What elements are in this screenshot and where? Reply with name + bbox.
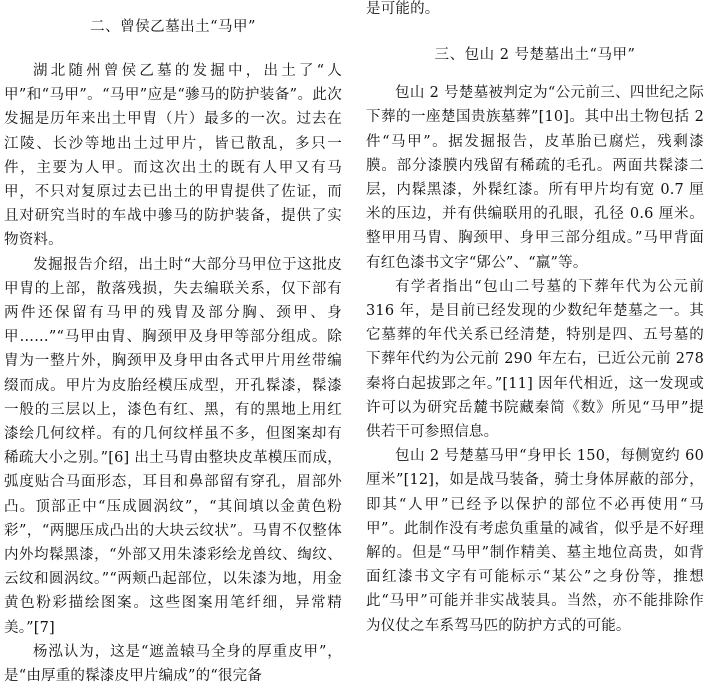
paragraph: 包山 2 号楚墓马甲“身甲长 150，每侧宽约 60 厘米”[12]，如是战马装备，骑士身体屏蔽的部分，即其“人甲”已经予以保护的部位不必再使用“马甲”。此制作没有考虑负重量的减省，似乎是不好理解的。但是“马甲”制作精美、墓主地位高贵，如背面红漆书文字有可能标示“某公”之身份等，推想此“马甲”可能并非实战装具。当然，亦不能排除作为仪仗之车系驾马匹的防护方式的可能。 [366,448,704,634]
paragraph-continuation: 是可能的。 [366,1,440,17]
section-heading-baoshan: 三、包山 2 号楚墓出土“马甲” [434,47,636,64]
paragraph: 包山 2 号楚墓被判定为“公元前三、四世纪之际下葬的一座楚国贵族墓葬”[10]。其中出土物包括 2 件“马甲”。据发掘报告，皮革胎已腐烂，残剩漆膜。部分漆膜内残留有稀疏的毛孔。两面共髹漆二层，内髹黑漆，外髹红漆。所有甲片均有宽 0.7 厘米的压边，并有供编联用的孔眼，孔径 0.6 厘米。整甲用马胄、胸颈甲、身甲三部分组成。”马甲背面有红色漆书文字“郳公”、“羸”等。 [366,85,704,271]
paragraph: 湖北随州曾侯乙墓的发掘中，出土了“人甲”和“马甲”。“马甲”应是“骖马的防护装备”。此次发掘是历年来出土甲胄（片）最多的一次。过去在江陵、长沙等地出土过甲片，皆已散乱，多只一件，主要为人甲。而这次出土的既有人甲又有马甲，不只对复原过去已出土的甲胄提供了佐证，而且对研究当时的车战中骖马的防护装备，提供了实物资料。 [4,63,342,249]
paragraph: 杨泓认为，这是“遮盖辕马全身的厚重皮甲”，是“由厚重的髹漆皮甲片编成”的“很完备 [4,643,342,685]
right-column [366,0,704,638]
paragraph: 有学者指出“包山二号墓的下葬年代为公元前 316 年，是目前已经发现的少数纪年楚墓之一。其它墓葬的年代关系已经清楚，特别是四、五号墓的下葬年代约为公元前 290 年左右，已近公元前 278 秦将白起拔郢之年。”[11] 因年代相近，这一发现或许可以为研究岳麓书院藏秦简《数》所见“马甲”提供若干可参照信息。 [366,278,704,441]
left-column [4,15,342,688]
section-heading-marquis-yi: 二、曾侯乙墓出土“马甲” [90,19,256,35]
paragraph: 发掘报告介绍，出土时“大部分马甲位于这批皮甲胄的上部，散落残损，失去编联关系，仅下部有两件还保留有马甲的残胄及部分胸、颈甲、身甲……”“马甲由胄、胸颈甲及身甲等部分组成。除胄为一整片外，胸颈甲及身甲由各式甲片用丝带编缀而成。甲片为皮胎经模压成型，开孔髹漆，髹漆一般的三层以上，漆色有红、黑，有的黑地上用红漆绘几何纹样。有的几何纹样虽不多，但图案却有稀疏大小之别。”[6] 出土马胄由整块皮革模压而成，弧度贴合马面形态，耳目和鼻部留有穿孔，眉部外凸。顶部正中“压成圆涡纹”，“其间填以金黄色粉彩”，“两腮压成凸出的大块云纹状”。马胄不仅整体内外均髹黑漆，“外部又用朱漆彩绘龙兽纹、绹纹、云纹和圆涡纹。”“两颊凸起部位，以朱漆为地，用金黄色粉彩描绘图案。这些图案用笔纤细，异常精美。”[7] [4,256,342,636]
